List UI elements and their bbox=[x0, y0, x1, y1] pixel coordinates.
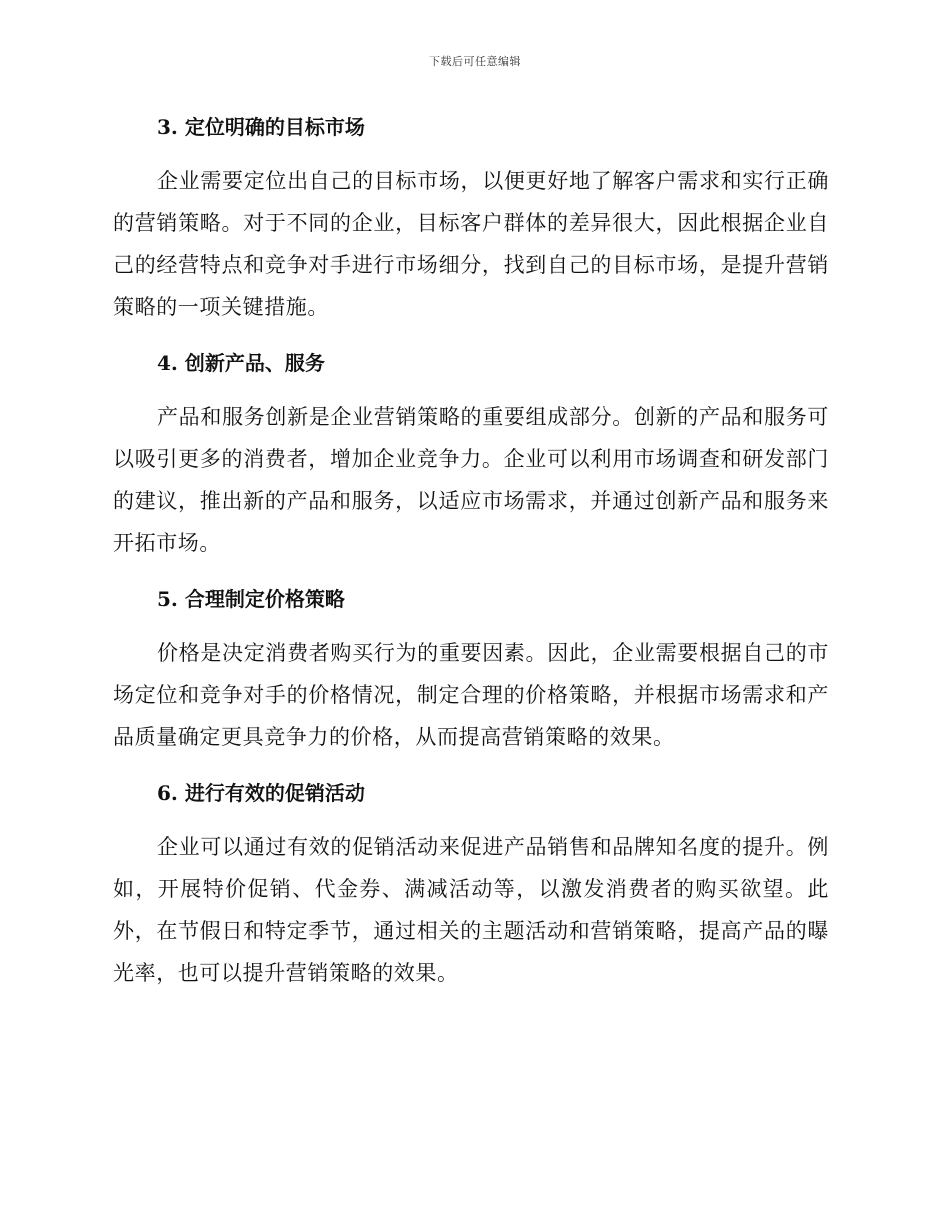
section-paragraph: 企业需要定位出自己的目标市场，以便更好地了解客户需求和实行正确的营销策略。对于不同的企业，目标客户群体的差异很大，因此根据企业自己的经营特点和竞争对手进行市场细分，找到自己的目标市场，是提升营销策略的一项关键措施。 bbox=[113, 169, 829, 319]
section-promotion bbox=[113, 776, 829, 994]
section-heading: 4. 创新产品、服务 bbox=[157, 351, 325, 375]
section-heading: 5. 合理制定价格策略 bbox=[157, 587, 345, 611]
section-paragraph: 企业可以通过有效的促销活动来促进产品销售和品牌知名度的提升。例如，开展特价促销、代金券、满减活动等，以激发消费者的购买欲望。此外，在节假日和特定季节，通过相关的主题活动和营销策略，提高产品的曝光率，也可以提升营销策略的效果。 bbox=[113, 835, 829, 985]
section-paragraph: 价格是决定消费者购买行为的重要因素。因此，企业需要根据自己的市场定位和竞争对手的价格情况，制定合理的价格策略，并根据市场需求和产品质量确定更具竞争力的价格，从而提高营销策略的效果。 bbox=[113, 641, 829, 749]
section-heading: 3. 定位明确的目标市场 bbox=[157, 115, 365, 139]
section-innovation bbox=[113, 346, 829, 564]
section-target-market bbox=[113, 110, 829, 328]
document-body bbox=[113, 110, 829, 1012]
page-header-note: 下载后可任意编辑 bbox=[429, 55, 521, 68]
section-heading: 6. 进行有效的促销活动 bbox=[157, 781, 365, 805]
section-pricing bbox=[113, 582, 829, 758]
section-paragraph: 产品和服务创新是企业营销策略的重要组成部分。创新的产品和服务可以吸引更多的消费者，增加企业竞争力。企业可以利用市场调查和研发部门的建议，推出新的产品和服务，以适应市场需求，并通过创新产品和服务来开拓市场。 bbox=[113, 405, 829, 555]
